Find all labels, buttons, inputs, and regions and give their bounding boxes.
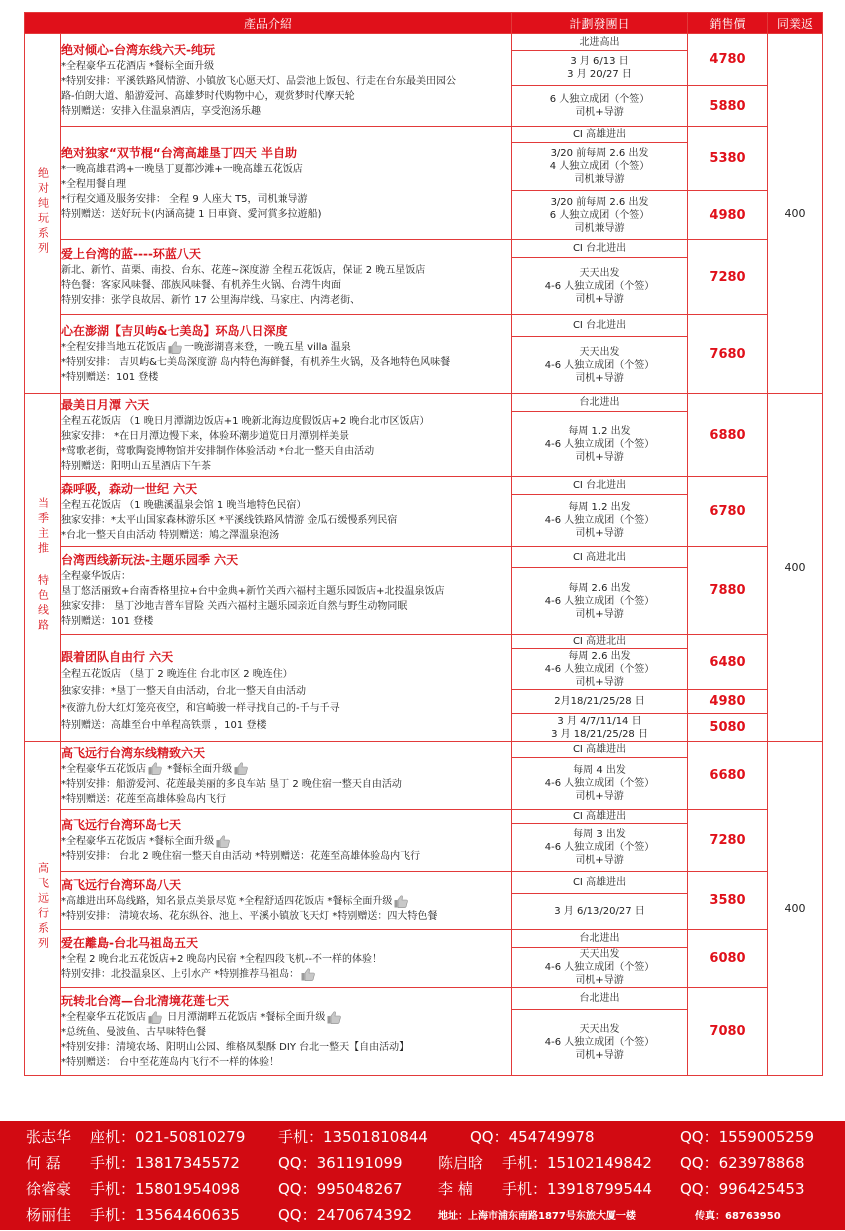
schedule-line: 3/20 前每周 2.6 出发 bbox=[550, 196, 649, 208]
product-line: *特别安排： 吉贝屿&七美岛深度游 岛内特色海鲜餐，有机养生火锅，及各地特色风味餐 bbox=[61, 357, 451, 368]
schedule-cell bbox=[512, 824, 688, 872]
product-line: 特别赠送：101 登楼 bbox=[61, 616, 154, 627]
schedule-line: 3 月 20/27 日 bbox=[567, 69, 632, 80]
schedule-line: 司机+导游 bbox=[575, 528, 624, 539]
table-header-row bbox=[25, 13, 823, 34]
table-row bbox=[25, 240, 823, 258]
company-address: 地址：上海市浦东南路1877号东旅大厦一楼 bbox=[438, 1211, 636, 1222]
price-cell: 7280 bbox=[688, 810, 768, 872]
product-line: 垦丁悠活丽致+台南香格里拉+台中金典+新竹关西六福村主题乐园饭店+北投温泉饭店 bbox=[61, 586, 445, 597]
table-row bbox=[25, 315, 823, 337]
schedule-line: 4-6 人独立成团（个签） bbox=[544, 962, 655, 973]
table-row bbox=[25, 477, 823, 495]
thumbs-up-icon bbox=[301, 968, 315, 981]
schedule-line: 4-6 人独立成团（个签） bbox=[544, 280, 655, 292]
price-cell: 5880 bbox=[688, 86, 768, 127]
product-cell bbox=[61, 742, 512, 810]
schedule-cell: CI 高雄进出 bbox=[512, 742, 688, 758]
product-line: *一晚高雄君鸿+一晚垦丁夏都沙滩+一晚高雄五花饭店 bbox=[61, 163, 303, 175]
price-cell: 6680 bbox=[688, 742, 768, 810]
schedule-cell bbox=[512, 412, 688, 477]
product-title: 爱上台湾的蓝----环蓝八天 bbox=[61, 247, 201, 261]
product-line: *莺歌老街，莺歌陶瓷博物馆并安排制作体验活动 *台北一整天自由活动 bbox=[61, 445, 375, 457]
product-title: 玩转北台湾—台北清境花莲七天 bbox=[61, 994, 230, 1008]
price-cell: 6780 bbox=[688, 477, 768, 547]
contact-mobile: 手机：15801954098 bbox=[90, 1180, 240, 1198]
product-line bbox=[61, 762, 511, 777]
itinerary-table-container bbox=[24, 12, 822, 1076]
thumbs-up-icon bbox=[394, 895, 408, 908]
header-rebate: 同業返 bbox=[768, 13, 823, 34]
footer-row bbox=[0, 1152, 845, 1179]
category-cell bbox=[25, 394, 61, 742]
product-cell bbox=[61, 930, 512, 988]
contact-qq: QQ：623978868 bbox=[680, 1154, 805, 1172]
price-cell: 7280 bbox=[688, 240, 768, 315]
product-line: 全程豪华饭店： bbox=[61, 571, 131, 582]
schedule-line: 3 月 6/13 日 bbox=[570, 56, 629, 67]
product-line: 特别赠送：送好玩卡(内涵高捷 1 日車資、愛河賞多拉遊船) bbox=[61, 208, 322, 220]
schedule-cell: CI 高雄进出 bbox=[512, 127, 688, 143]
contact-name: 杨丽佳 bbox=[26, 1206, 72, 1224]
thumbs-up-icon bbox=[216, 835, 230, 848]
schedule-cell: 北进高出 bbox=[512, 34, 688, 51]
table-row bbox=[25, 635, 823, 649]
schedule-line: 天天出发 bbox=[579, 1024, 620, 1035]
schedule-line: 天天出发 bbox=[579, 949, 620, 960]
product-line: *特别安排： 清境农场、花东纵谷、池上、平溪小镇放飞天灯 *特别赠送：四大特色餐 bbox=[61, 911, 438, 922]
contact-qq: QQ：361191099 bbox=[278, 1154, 403, 1172]
product-title: 最美日月潭 六天 bbox=[61, 397, 150, 412]
schedule-cell: CI 高进北出 bbox=[512, 547, 688, 568]
contact-footer bbox=[0, 1121, 845, 1230]
product-line: *特别赠送：101 登楼 bbox=[61, 372, 159, 383]
product-line bbox=[61, 1010, 511, 1025]
footer-row bbox=[0, 1126, 845, 1153]
product-line-part: 特别安排：北投温泉区、上引水产 bbox=[61, 969, 211, 980]
product-line: 特别赠送：安排入住温泉酒店，享受泡汤乐趣 bbox=[61, 105, 261, 117]
product-line: 独家安排：*太平山国家森林游乐区 *平溪线铁路风情游 金瓜石缓慢系列民宿 bbox=[61, 514, 398, 526]
table-row bbox=[25, 930, 823, 948]
header-product: 產品介紹 bbox=[25, 13, 512, 34]
contact-mobile: 手机：13564460635 bbox=[90, 1206, 240, 1224]
schedule-cell bbox=[512, 649, 688, 690]
schedule-line: 4 人独立成团（个签） bbox=[549, 161, 650, 172]
product-cell bbox=[61, 635, 512, 742]
schedule-cell bbox=[512, 948, 688, 988]
schedule-line: 每周 1.2 出发 bbox=[568, 425, 631, 437]
table-row bbox=[25, 742, 823, 758]
product-line bbox=[61, 834, 511, 849]
contact-qq: QQ：2470674392 bbox=[278, 1206, 413, 1224]
product-line: *特别安排：平溪铁路风情游、小镇放飞心愿天灯、品尝池上饭包、行走在台东最美田园公 bbox=[61, 75, 456, 87]
schedule-cell: CI 高雄进出 bbox=[512, 872, 688, 894]
schedule-cell bbox=[512, 191, 688, 240]
category-label: 当季主推 特色线路 bbox=[36, 497, 50, 634]
product-line-part: *全程豪华五花饭店 bbox=[61, 763, 146, 775]
schedule-cell: CI 台北进出 bbox=[512, 240, 688, 258]
product-title: 森呼吸，森动一世纪 六天 bbox=[61, 481, 198, 496]
contact-name: 何 磊 bbox=[26, 1154, 61, 1172]
schedule-cell bbox=[512, 51, 688, 86]
category-cell bbox=[25, 742, 61, 1076]
product-line-part: *餐标全面升级 bbox=[260, 1012, 326, 1023]
thumbs-up-icon bbox=[168, 341, 182, 354]
product-line-part: *全程安排当地五花饭店 bbox=[61, 342, 166, 353]
schedule-cell: 台北进出 bbox=[512, 988, 688, 1010]
product-line-part: *高雄进出环岛线路，知名景点美景尽览 *全程舒适四花饭店 *餐标全面升级 bbox=[61, 896, 393, 907]
product-title: 跟着团队自由行 六天 bbox=[61, 649, 174, 664]
product-line: *全程用餐自理 bbox=[61, 178, 126, 190]
schedule-cell bbox=[512, 495, 688, 547]
schedule-line: 3/20 前每周 2.6 出发 bbox=[550, 148, 649, 159]
product-cell bbox=[61, 240, 512, 315]
product-cell bbox=[61, 477, 512, 547]
schedule-line: 6 人独立成团（个签） bbox=[549, 94, 650, 105]
product-line: *全程 2 晚台北五花饭店+2 晚岛内民宿 *全程四段飞机--不一样的体验！ bbox=[61, 954, 383, 965]
product-line: 特别安排：张学良故居、新竹 17 公里海岸线、马家庄、内湾老街、 bbox=[61, 295, 361, 306]
schedule-line: 天天出发 bbox=[579, 267, 620, 279]
product-line: 全程五花饭店 （1 晚礁溪温泉会馆 1 晚当地特色民宿） bbox=[61, 499, 307, 511]
product-cell bbox=[61, 547, 512, 635]
product-line-part: 一晚澎湖喜来登，一晚五星 villa 温泉 bbox=[184, 342, 351, 353]
price-cell: 7880 bbox=[688, 547, 768, 635]
schedule-cell bbox=[512, 568, 688, 635]
schedule-line: 每周 2.6 出发 bbox=[568, 582, 631, 594]
product-cell bbox=[61, 315, 512, 394]
product-line: 全程五花饭店 （垦丁 2 晚连住 台北市区 2 晚连住） bbox=[61, 668, 293, 680]
schedule-cell bbox=[512, 337, 688, 394]
company-fax: 传真：68763950 bbox=[695, 1211, 781, 1222]
schedule-cell bbox=[512, 1010, 688, 1076]
schedule-line: 司机兼导游 bbox=[574, 174, 625, 185]
price-cell: 4780 bbox=[688, 34, 768, 86]
thumbs-up-icon bbox=[148, 762, 162, 775]
schedule-line: 司机+导游 bbox=[575, 107, 624, 118]
schedule-line: 司机+导游 bbox=[575, 1050, 624, 1061]
table-row bbox=[25, 34, 823, 51]
product-line-part: *全程豪华五花饭店 *餐标全面升级 bbox=[61, 836, 215, 847]
schedule-cell bbox=[512, 86, 688, 127]
schedule-line: 3 月 4/7/11/14 日 bbox=[557, 715, 642, 727]
contact-qq: QQ：995048267 bbox=[278, 1180, 403, 1198]
schedule-cell: CI 台北进出 bbox=[512, 315, 688, 337]
schedule-line: 司机+导游 bbox=[575, 451, 624, 463]
category-label: 绝对纯玩系列 bbox=[36, 166, 50, 257]
product-line: 全程五花饭店 （1 晚日月潭湖边饭店+1 晚新北海边度假饭店+2 晚台北市区饭店） bbox=[61, 415, 430, 427]
price-cell: 5380 bbox=[688, 127, 768, 191]
category-label: 高飞远行系列 bbox=[36, 861, 50, 952]
rebate-cell: 400 bbox=[768, 34, 823, 394]
product-title: 台湾西线新玩法-主题乐园季 六天 bbox=[61, 553, 239, 567]
schedule-line: 4-6 人独立成团（个签） bbox=[544, 438, 655, 450]
product-line bbox=[61, 340, 511, 355]
contact-mobile: 手机：15102149842 bbox=[502, 1154, 652, 1172]
thumbs-up-icon bbox=[148, 1011, 162, 1024]
product-cell bbox=[61, 127, 512, 240]
product-line: 独家安排： 垦丁沙地吉普车冒险 关西六福村主题乐园亲近自然与野生动物同眠 bbox=[61, 601, 408, 612]
schedule-line: 4-6 人独立成团（个签） bbox=[544, 663, 655, 675]
schedule-line: 天天出发 bbox=[579, 346, 620, 358]
schedule-line: 司机+导游 bbox=[575, 608, 624, 620]
schedule-cell: 台北进出 bbox=[512, 930, 688, 948]
contact-mobile: 手机：13817345572 bbox=[90, 1154, 240, 1172]
schedule-line: 司机+导游 bbox=[575, 855, 624, 866]
schedule-cell bbox=[512, 758, 688, 810]
schedule-line: 4-6 人独立成团（个签） bbox=[544, 359, 655, 371]
product-line: *特别安排：清境农场、阳明山公园、维格凤梨酥 DIY 台北一整天【自由活动】 bbox=[61, 1042, 410, 1053]
price-cell: 4980 bbox=[688, 690, 768, 714]
schedule-cell: 2月18/21/25/28 日 bbox=[512, 690, 688, 714]
schedule-cell: CI 高进北出 bbox=[512, 635, 688, 649]
product-line: 特别赠送：高雄至台中单程高铁票 ，101 登楼 bbox=[61, 719, 267, 731]
schedule-line: 每周 2.6 出发 bbox=[568, 650, 631, 662]
schedule-cell: 台北进出 bbox=[512, 394, 688, 412]
product-title: 高飞远行台湾东线精致六天 bbox=[61, 745, 206, 760]
price-cell: 6480 bbox=[688, 635, 768, 690]
schedule-line: 每周 1.2 出发 bbox=[568, 502, 631, 513]
contact-name: 张志华 bbox=[26, 1128, 72, 1146]
table-row bbox=[25, 547, 823, 568]
product-line bbox=[61, 967, 511, 982]
product-line: *台北一整天自由活动 特别赠送：鳩之澤溫泉泡汤 bbox=[61, 529, 280, 541]
product-cell bbox=[61, 988, 512, 1076]
schedule-cell: 3 月 6/13/20/27 日 bbox=[512, 894, 688, 930]
schedule-line: 4-6 人独立成团（个签） bbox=[544, 778, 655, 789]
product-line bbox=[61, 894, 511, 909]
schedule-line: 每周 3 出发 bbox=[573, 829, 626, 840]
contact-mobile: 手机：13501810844 bbox=[278, 1128, 428, 1146]
price-cell: 6880 bbox=[688, 394, 768, 477]
header-schedule: 計劃發團日 bbox=[512, 13, 688, 34]
table-row bbox=[25, 810, 823, 824]
contact-landline: 座机：021-50810279 bbox=[90, 1128, 246, 1146]
product-cell bbox=[61, 34, 512, 127]
footer-row bbox=[0, 1204, 845, 1231]
header-price: 銷售價 bbox=[688, 13, 768, 34]
schedule-line: 司机+导游 bbox=[575, 293, 624, 305]
product-line: 特色餐：客家风味餐、邵族风味餐、有机养生火锅、台湾牛肉面 bbox=[61, 280, 341, 291]
table-row bbox=[25, 394, 823, 412]
price-cell: 3580 bbox=[688, 872, 768, 930]
schedule-cell bbox=[512, 258, 688, 315]
product-line: *特别赠送：花莲至高雄体验岛内飞行 bbox=[61, 793, 226, 805]
rebate-cell: 400 bbox=[768, 394, 823, 742]
product-cell bbox=[61, 872, 512, 930]
product-line: 路-伯朗大道、船游爱河、高雄梦时代购物中心，观赏梦时代摩天轮 bbox=[61, 90, 355, 102]
schedule-line: 司机+导游 bbox=[575, 791, 624, 802]
product-line: *特别安排： 台北 2 晚住宿一整天自由活动 *特别赠送：花莲至高雄体验岛内飞行 bbox=[61, 851, 421, 862]
contact-name: 徐睿豪 bbox=[26, 1180, 72, 1198]
product-line: *全程豪华五花酒店 *餐标全面升级 bbox=[61, 60, 215, 72]
product-line: 特别赠送：阳明山五星酒店下午茶 bbox=[61, 460, 211, 472]
product-title: 绝对独家“双节棍“台湾高雄垦丁四天 半自助 bbox=[61, 145, 297, 160]
schedule-line: 6 人独立成团（个签） bbox=[549, 209, 650, 221]
product-line-part: *餐标全面升级 bbox=[167, 763, 233, 775]
product-line: *特别安排：船游爱河、花莲最美丽的多良车站 垦丁 2 晚住宿一整天自由活动 bbox=[61, 778, 402, 790]
schedule-line: 每周 4 出发 bbox=[573, 765, 626, 776]
contact-qq: QQ：996425453 bbox=[680, 1180, 805, 1198]
price-cell: 7080 bbox=[688, 988, 768, 1076]
schedule-cell bbox=[512, 714, 688, 742]
schedule-line: 司机兼导游 bbox=[574, 222, 625, 234]
schedule-line: 4-6 人独立成团（个签） bbox=[544, 842, 655, 853]
product-line-part: *特别推荐马祖岛： bbox=[214, 969, 300, 980]
category-cell bbox=[25, 34, 61, 394]
thumbs-up-icon bbox=[234, 762, 248, 775]
product-line: *总统鱼、曼波鱼、古早味特色餐 bbox=[61, 1027, 206, 1038]
product-title: 爱在離島-台北马祖岛五天 bbox=[61, 936, 198, 950]
contact-name: 陈启晗 bbox=[438, 1154, 484, 1172]
schedule-cell bbox=[512, 143, 688, 191]
contact-qq: QQ：454749978 bbox=[470, 1128, 595, 1146]
product-line: 新北、新竹、苗栗、南投、台东、花莲~深度游 全程五花饭店，保证 2 晚五星饭店 bbox=[61, 265, 426, 276]
product-line-part: 日月潭湖畔五花饭店 bbox=[167, 1012, 258, 1023]
table-row bbox=[25, 127, 823, 143]
product-line: 独家安排：*垦丁一整天自由活动，台北一整天自由活动 bbox=[61, 685, 306, 697]
schedule-cell: CI 高雄进出 bbox=[512, 810, 688, 824]
contact-qq: QQ：1559005259 bbox=[680, 1128, 815, 1146]
schedule-line: 司机+导游 bbox=[575, 975, 624, 986]
schedule-line: 4-6 人独立成团（个签） bbox=[544, 515, 655, 526]
product-cell bbox=[61, 394, 512, 477]
rebate-cell: 400 bbox=[768, 742, 823, 1076]
schedule-line: 4-6 人独立成团（个签） bbox=[544, 595, 655, 607]
schedule-line: 司机+导游 bbox=[575, 372, 624, 384]
product-cell bbox=[61, 810, 512, 872]
thumbs-up-icon bbox=[327, 1011, 341, 1024]
itinerary-table bbox=[24, 12, 823, 1076]
product-line: *夜游九份大红灯笼亮夜空，和宫崎骏一样寻找自己的-千与千寻 bbox=[61, 702, 340, 714]
contact-name: 李 楠 bbox=[438, 1180, 473, 1198]
product-title: 绝对倾心-台湾东线六天-纯玩 bbox=[61, 42, 215, 57]
price-cell: 6080 bbox=[688, 930, 768, 988]
product-line: *行程交通及服务安排： 全程 9 人座大 T5，司机兼导游 bbox=[61, 193, 308, 205]
product-line-part: *全程豪华五花饭店 bbox=[61, 1012, 146, 1023]
contact-mobile: 手机：13918799544 bbox=[502, 1180, 652, 1198]
schedule-line: 3 月 18/21/25/28 日 bbox=[551, 728, 648, 740]
product-line: 独家安排： *在日月潭边慢下来，体验环潮步道览日月潭别样美景 bbox=[61, 430, 350, 442]
schedule-cell: CI 台北进出 bbox=[512, 477, 688, 495]
product-title: 心在澎湖【吉贝屿&七美岛】环岛八日深度 bbox=[61, 324, 288, 338]
product-title: 高飞远行台湾环岛七天 bbox=[61, 818, 182, 832]
table-row bbox=[25, 988, 823, 1010]
product-line: *特别赠送： 台中至花莲岛内飞行不一样的体验！ bbox=[61, 1057, 280, 1068]
schedule-line: 司机+导游 bbox=[575, 676, 624, 688]
price-cell: 5080 bbox=[688, 714, 768, 742]
product-title: 高飞远行台湾环岛八天 bbox=[61, 878, 182, 892]
schedule-line: 4-6 人独立成团（个签） bbox=[544, 1037, 655, 1048]
price-cell: 4980 bbox=[688, 191, 768, 240]
price-cell: 7680 bbox=[688, 315, 768, 394]
table-row bbox=[25, 872, 823, 894]
footer-row bbox=[0, 1178, 845, 1205]
